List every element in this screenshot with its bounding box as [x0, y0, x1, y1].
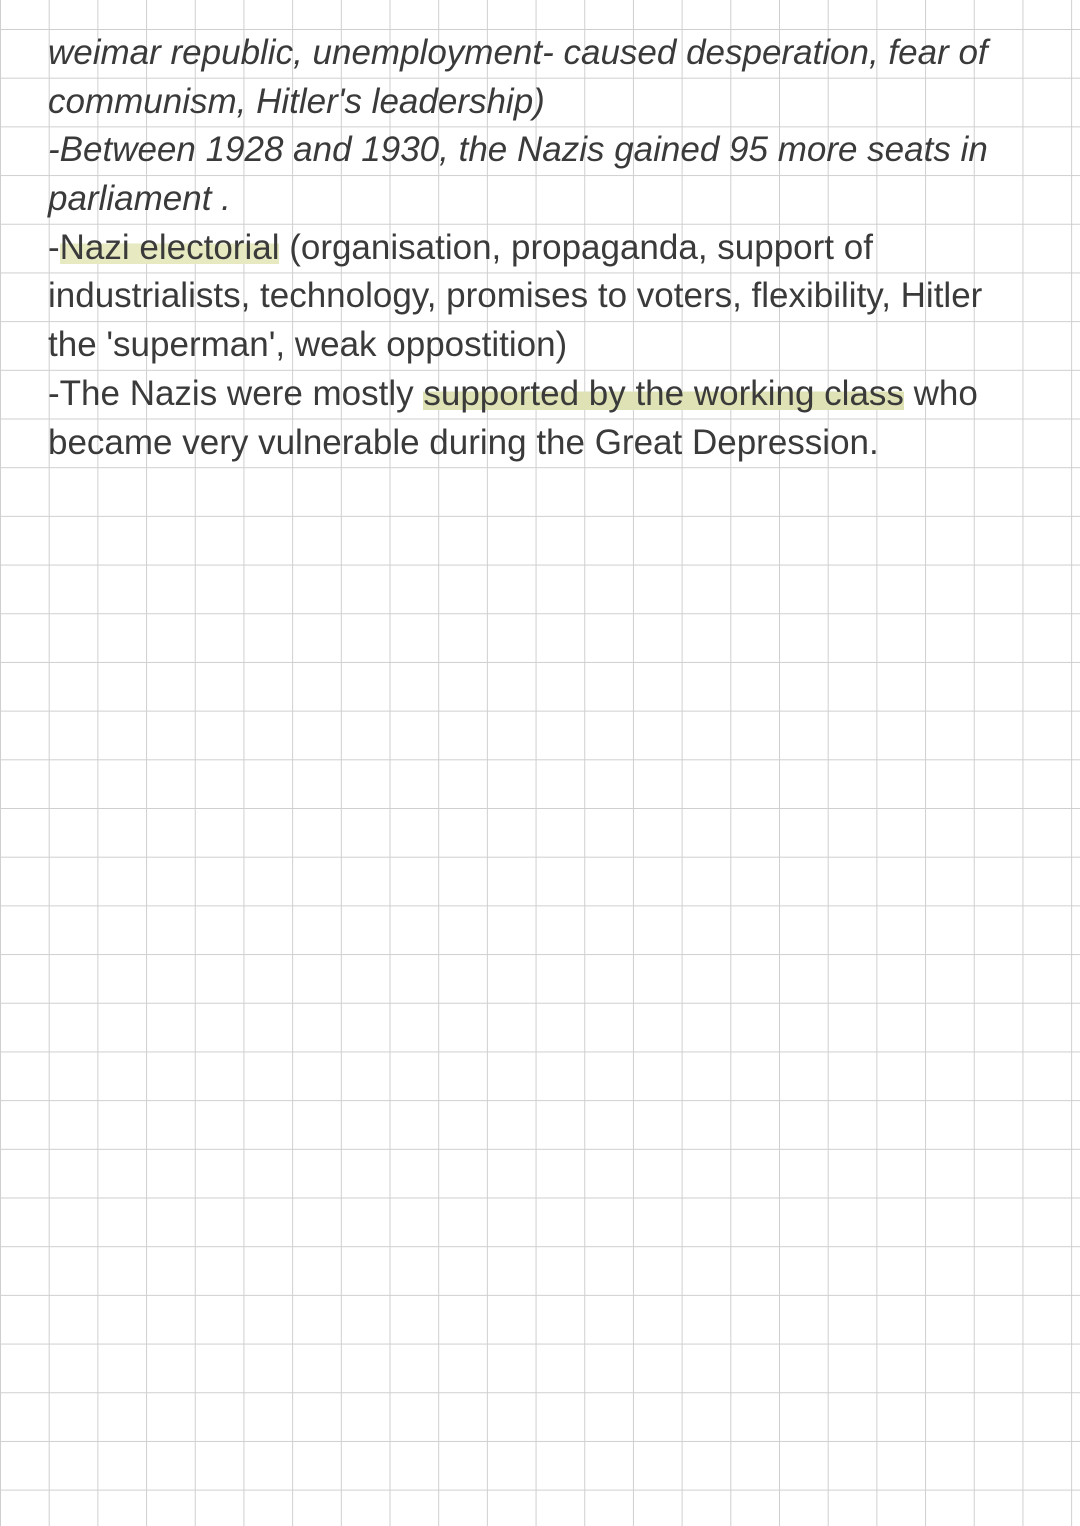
notes-text-block: [48, 29, 1048, 467]
note-line-electorial: [48, 224, 1048, 273]
highlighted-phrase: supported by the working class: [423, 373, 904, 413]
dash-prefix: -: [48, 227, 60, 267]
note-line: parliament .: [48, 179, 231, 219]
highlighted-term: Nazi electorial: [59, 227, 280, 267]
note-line: communism, Hitler's leadership): [48, 81, 545, 121]
note-line-rest: who: [903, 373, 978, 413]
note-line-working-class: [48, 370, 1048, 419]
note-line-prefix: -The Nazis were mostly: [48, 373, 424, 413]
note-line: weimar republic, unemployment- caused desperation, fear of: [48, 33, 988, 72]
note-line-rest: (organisation, propaganda, support of: [279, 227, 873, 267]
note-line: industrialists, technology, promises to voters, flexibility, Hitler: [48, 276, 983, 316]
note-line: became very vulnerable during the Great Depression.: [48, 422, 879, 462]
note-line: the 'superman', weak oppostition): [48, 325, 568, 365]
note-line: -Between 1928 and 1930, the Nazis gained 95 more seats in: [48, 130, 988, 170]
